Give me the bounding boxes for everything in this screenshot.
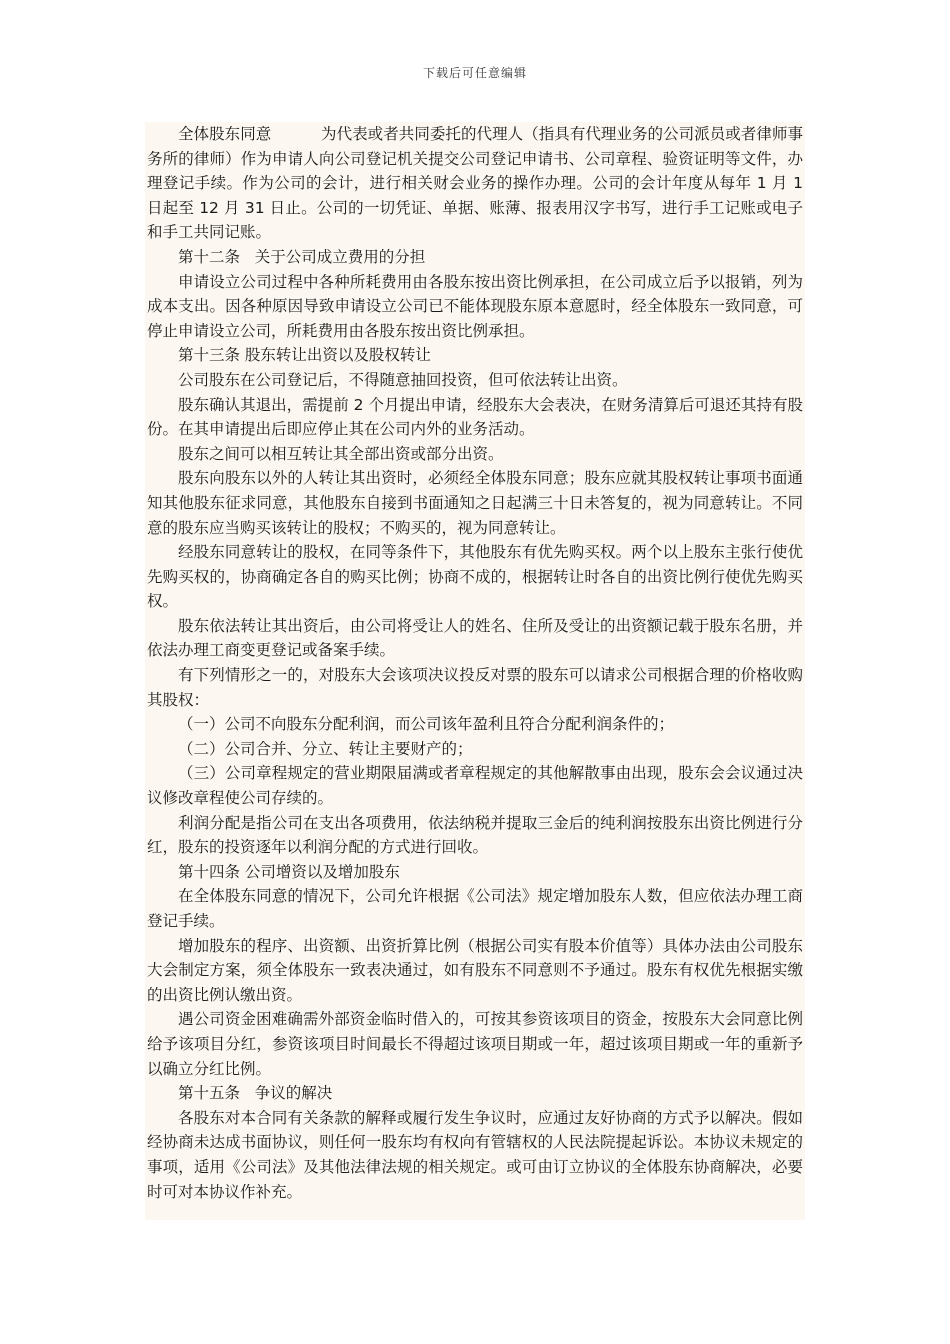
paragraph-setup-costs: 申请设立公司过程中各种所耗费用由各股东按出资比例承担，在公司成立后予以报销，列为成本支出。因各种原因导致申请设立公司已不能体现股东原本意愿时，经全体股东一致同意，可停止申请设立公司，所耗费用由各股东按出资比例承担。 [147,272,803,340]
paragraph-external-funds: 遇公司资金困难确需外部资金临时借入的，可按其参资该项目的资金，按股东大会同意比例给予该项目分红，参资该项目时间最长不得超过该项目期或一年，超过该项目期或一年的重新予以确立分红比例。 [147,1010,803,1078]
paragraph-add-shareholders: 在全体股东同意的情况下，公司允许根据《公司法》规定增加股东人数，但应依法办理工商登记手续。 [147,887,803,930]
paragraph-representative: 全体股东同意 为代表或者共同委托的代理人（指具有代理业务的公司派员或者律师事务所的律师）作为申请人向公司登记机关提交公司登记申请书、公司章程、验资证明等文件，办理登记手续。作为公司的会计，进行相关财会业务的操作办理。公司的会计年度从每年 1 月 1 日起至 12 月 31 日止。公司的一切凭证、单据、账薄、报表用汉字书写，进行手工记账或电子和手工共同记账。 [147,125,808,242]
article-12-heading: 第十二条 关于公司成立费用的分担 [178,247,426,266]
paragraph-no-withdrawal: 公司股东在公司登记后，不得随意抽回投资，但可依法转让出资。 [178,370,628,389]
paragraph-dispute-resolution: 各股东对本合同有关条款的解释或履行发生争议时，应通过友好协商的方式予以解决。假如经协商未达成书面协议，则任何一股东均有权向有管辖权的人民法院提起诉讼。本协议未规定的事项，适用《公司法》及其他法律法规的相关规定。或可由订立协议的全体股东协商解决，必要时可对本协议作补充。 [147,1108,803,1201]
paragraph-exit: 股东确认其退出，需提前 2 个月提出申请，经股东大会表决，在财务清算后可退还其持有股份。在其申请提出后即应停止其在公司内外的业务活动。 [147,395,803,439]
article-15-heading: 第十五条 争议的解决 [178,1084,333,1103]
list-item-1: （一）公司不向股东分配利润，而公司该年盈利且符合分配利润条件的； [178,715,675,734]
page-header: 下载后可任意编辑 [422,66,527,80]
article-13-heading: 第十三条 股东转让出资以及股权转让 [178,346,431,365]
paragraph-buyback-conditions: 有下列情形之一的，对股东大会该项决议投反对票的股东可以请求公司根据合理的价格收购其股权： [147,666,803,709]
paragraph-profit-distribution: 利润分配是指公司在支出各项费用，依法纳税并提取三金后的纯利润按股东出资比例进行分红，股东的投资逐年以利润分配的方式进行回收。 [147,813,803,857]
paragraph-internal-transfer: 股东之间可以相互转让其全部出资或部分出资。 [178,444,504,463]
paragraph-register-change: 股东依法转让其出资后，由公司将受让人的姓名、住所及受让的出资额记载于股东名册，并依法办理工商变更登记或备案手续。 [147,616,803,660]
paragraph-external-transfer: 股东向股东以外的人转让其出资时，必须经全体股东同意；股东应就其股权转让事项书面通知其他股东征求同意，其他股东自接到书面通知之日起满三十日未答复的，视为同意转让。不同意的股东应当购买该转让的股权；不购买的，视为同意转让。 [147,469,803,537]
document-body [145,122,808,1220]
paragraph-add-procedure: 增加股东的程序、出资额、出资折算比例（根据公司实有股本价值等）具体办法由公司股东大会制定方案，须全体股东一致表决通过，如有股东不同意则不予通过。股东有权优先根据实缴的出资比例认缴出资。 [147,936,803,1004]
list-item-2: （二）公司合并、分立、转让主要财产的； [178,739,473,758]
list-item-3: （三）公司章程规定的营业期限届满或者章程规定的其他解散事由出现，股东会会议通过决议修改章程使公司存续的。 [147,764,803,808]
article-14-heading: 第十四条 公司增资以及增加股东 [178,862,400,881]
paragraph-preemptive-right: 经股东同意转让的股权，在同等条件下，其他股东有优先购买权。两个以上股东主张行使优先购买权的，协商确定各自的购买比例；协商不成的，根据转让时各自的出资比例行使优先购买权。 [147,543,803,611]
